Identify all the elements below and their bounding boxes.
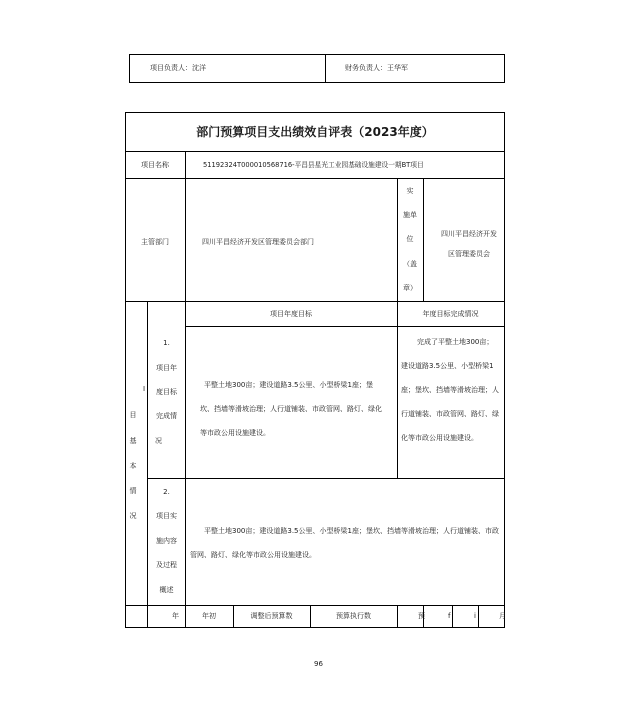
budget-col-begin: 年初 <box>202 612 216 620</box>
budget-col-adjusted: 调整后预算数 <box>250 612 293 620</box>
dept-label: 主管部门 <box>141 238 169 246</box>
budget-col-cut-1: 预 <box>418 612 425 620</box>
annual-goal-header: 项目年度目标 <box>270 310 312 318</box>
page-number: 96 <box>314 660 323 668</box>
budget-col-cut-4: 月 <box>499 612 506 620</box>
annual-goal-text: 平整土地300亩；建设道路3.5公里、小型桥梁1座；堡坎、挡墙等滑坡治理；人行道铺装、市政管网、路灯、绿化等市政公用设施建设。 <box>200 381 382 437</box>
page: 项目负责人：沈洋 财务负责人：王华军 部门预算项目支出绩效自评表（2023年度） 项目名称 51192324T000010568716-平昌县星光工业园基础设施建设一期BT项目 主管部门 四川平昌经济开发区管理委员会部门 实 施单 位 （盖 章） 四川平昌经济开发区管理委员会 目 基 本 情 况 I 1. 项目年 度目标 完成情 况 项目年度目标 年度目标完成情况 平整土地300亩；建设道路3.5公里、小型桥梁1座；堡坎、挡墙等滑坡治理；人行道铺装、市政管网、路灯、绿化等市政公用设施建设。 完成了平整土地300亩；建设道路3.5公里、小型桥梁1座；堡坎、挡墙等滑坡治理；人行道铺装、市政管网、路灯、绿化等市政公用设施建设。 2. 项目实 施内容 及过程 概述 平整土地300亩；建设道路3.5公里、小型桥梁1座；堡坎、挡墙等滑坡治理；人行道铺装、市政管网、路灯、绿化等市政公用设施建设。 年 年初 调整后预算数 预算执行数 预 f i 月 96 <box>0 0 637 710</box>
finance-leader: 财务负责人：王华军 <box>345 64 408 72</box>
completion-text: 完成了平整土地300亩；建设道路3.5公里、小型桥梁1座；堡坎、挡墙等滑坡治理；人行道铺装、市政管网、路灯、绿化等市政公用设施建设。 <box>401 338 499 442</box>
project-name-value: 51192324T000010568716-平昌县星光工业园基础设施建设一期BT项目 <box>203 161 424 169</box>
project-leader: 项目负责人：沈洋 <box>150 64 206 72</box>
budget-col-exec: 预算执行数 <box>336 612 371 620</box>
table-title: 部门预算项目支出绩效自评表（2023年度） <box>196 125 434 139</box>
budget-col-year: 年 <box>172 612 179 620</box>
dept-value: 四川平昌经济开发区管理委员会部门 <box>202 238 314 246</box>
impl-content-text: 平整土地300亩；建设道路3.5公里、小型桥梁1座；堡坎、挡墙等滑坡治理；人行道铺装、市政管网、路灯、绿化等市政公用设施建设。 <box>190 527 499 559</box>
cut-left-char: I <box>143 385 146 393</box>
budget-col-cut-2: f <box>448 612 451 620</box>
project-name-label: 项目名称 <box>141 161 169 169</box>
budget-col-cut-3: i <box>474 612 476 620</box>
impl-unit-value: 四川平昌经济开发区管理委员会 <box>441 230 497 258</box>
completion-header: 年度目标完成情况 <box>422 310 479 318</box>
